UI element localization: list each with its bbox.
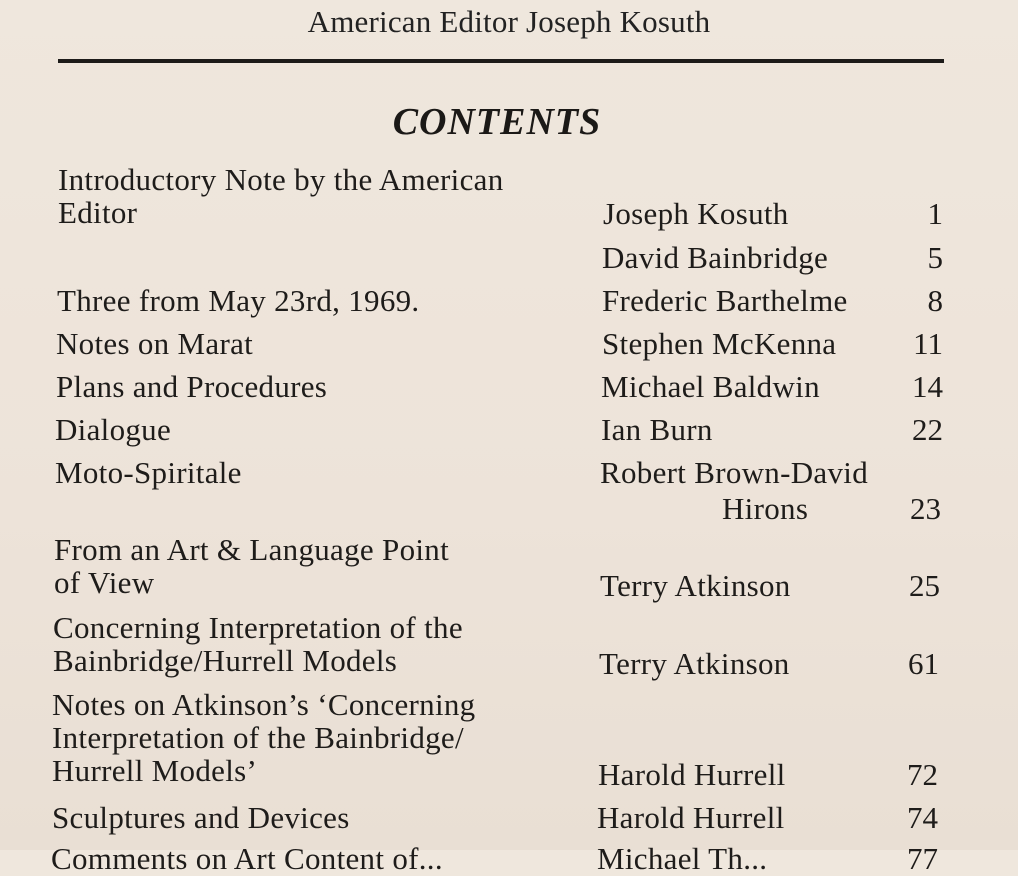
toc-entry-page: 14 (912, 369, 943, 404)
toc-entry-author: Terry Atkinson (600, 568, 791, 603)
toc-entry-title: Three from May 23rd, 1969. (57, 283, 420, 318)
toc-entry-page: 8 (927, 283, 943, 318)
toc-entry-title: Sculptures and Devices (52, 800, 350, 835)
toc-entry-page: 5 (927, 240, 943, 275)
toc-entry-author: Stephen McKenna (602, 326, 837, 361)
toc-entry-author: Frederic Barthelme (602, 283, 848, 318)
toc-entry-author: Terry Atkinson (599, 646, 790, 681)
toc-entry-author-line1: Robert Brown-David (600, 455, 868, 490)
toc-entry-author: Ian Burn (601, 412, 713, 447)
toc-entry-title: Dialogue (55, 412, 172, 447)
toc-entry-title: Moto-Spiritale (55, 455, 242, 490)
toc-entry-title: Introductory Note by the American Editor (58, 162, 504, 230)
toc-entry-author: Harold Hurrell (597, 800, 785, 835)
toc-entry-page: 1 (927, 196, 943, 231)
contents-heading: CONTENTS (392, 101, 602, 143)
toc-entry-author-line2: Hirons (722, 491, 809, 526)
toc-entry-page: 61 (908, 646, 939, 681)
toc-entry-page: 25 (909, 568, 940, 603)
toc-entry-page: 11 (913, 326, 943, 361)
toc-entry-title: Plans and Procedures (56, 369, 328, 404)
toc-entry-author: Michael Baldwin (601, 369, 820, 404)
toc-entry-title: Notes on Marat (56, 326, 254, 361)
toc-entry-page: 77 (907, 841, 938, 876)
toc-entry-page: 72 (907, 757, 938, 792)
toc-entry-title: Notes on Atkinson’s ‘Concerning Interpretation of the Bainbridge/ Hurrell Models’ (52, 687, 476, 788)
toc-entry-title: Comments on Art Content of... (51, 841, 443, 876)
toc-entry-author: Michael Th... (597, 841, 768, 876)
toc-entry-title: From an Art & Language Point of View (54, 532, 449, 600)
editor-header: American Editor Joseph Kosuth (307, 4, 711, 39)
toc-entry-author: Joseph Kosuth (603, 196, 789, 231)
toc-entry-page: 23 (910, 491, 941, 526)
toc-entry-title: Concerning Interpretation of the Bainbridge/Hurrell Models (53, 610, 463, 678)
toc-entry-page: 74 (907, 800, 938, 835)
toc-entry-page: 22 (912, 412, 943, 447)
toc-entry-author: Harold Hurrell (598, 757, 786, 792)
toc-entry-author: David Bainbridge (602, 240, 829, 275)
